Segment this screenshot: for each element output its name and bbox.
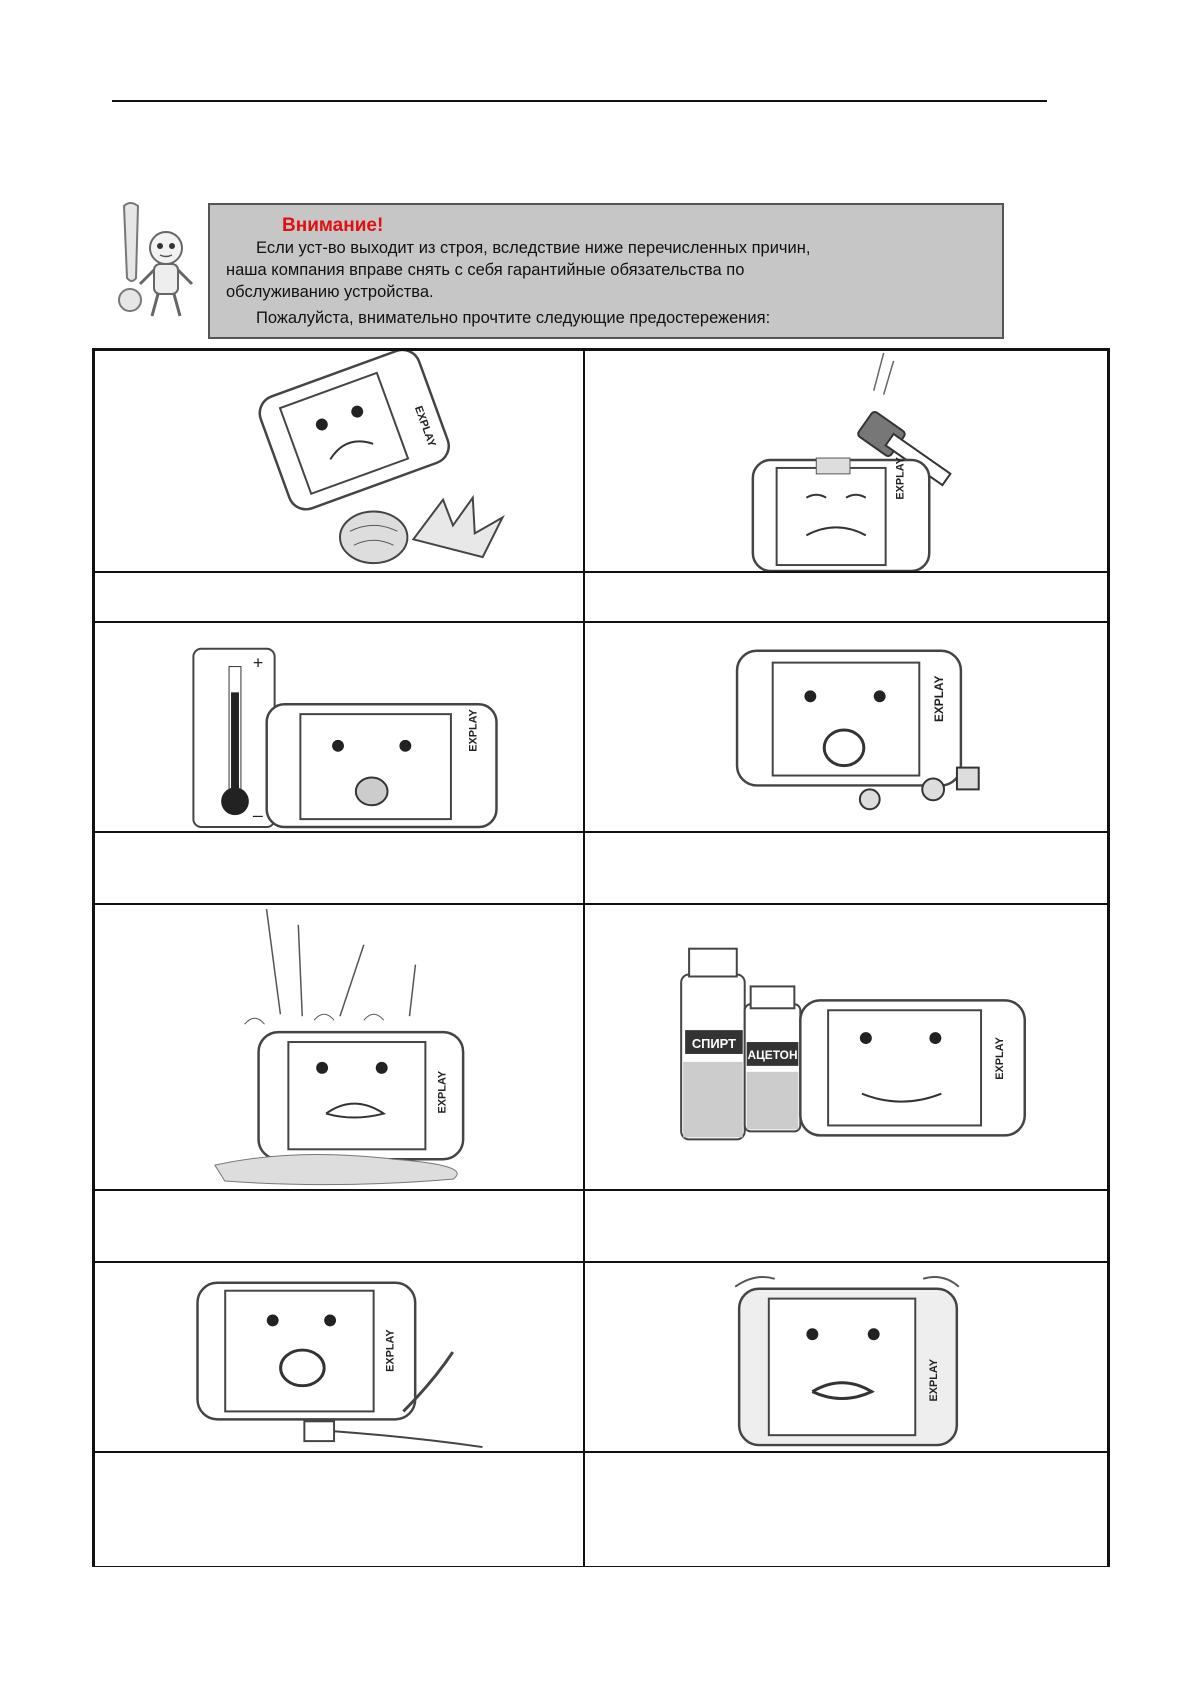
warning-line: наша компания вправе снять с себя гарантийные обязательства по: [226, 261, 745, 279]
caption-cell: [94, 1452, 584, 1567]
illustration-chemicals-device: [584, 904, 1108, 1190]
illustration-dropped-device: [94, 350, 584, 572]
caption-cell: [94, 832, 584, 904]
device-brand-label: EXPLAY: [467, 709, 480, 752]
warning-mascot-icon: [114, 200, 202, 322]
svg-text:+: +: [252, 652, 264, 673]
illustration-water-device: [94, 904, 584, 1190]
caption-cell: [584, 572, 1108, 622]
device-brand-label: EXPLAY: [384, 1329, 397, 1372]
illustration-vibrating-device: [584, 1262, 1108, 1452]
caption-cell: [94, 1190, 584, 1262]
caption-cell: [94, 572, 584, 622]
device-brand-label: EXPLAY: [894, 457, 907, 500]
illustration-power-cord-device: [94, 1262, 584, 1452]
svg-text:–: –: [252, 805, 263, 826]
bottle-label-acetone: АЦЕТОН: [747, 1047, 798, 1062]
warning-title: Внимание!: [282, 215, 384, 236]
device-brand-label: EXPLAY: [411, 404, 438, 449]
header-rule: [112, 100, 1047, 102]
precautions-table: [92, 348, 1110, 1567]
warning-line: Если уст-во выходит из строя, вследствие ниже перечисленных причин,: [256, 239, 811, 257]
bottle-label-spirit: СПИРТ: [691, 1035, 737, 1051]
warning-line: Пожалуйста, внимательно прочтите следующие предостережения:: [256, 309, 771, 327]
device-brand-label: EXPLAY: [932, 675, 947, 723]
device-brand-label: EXPLAY: [993, 1037, 1006, 1080]
caption-cell: [584, 832, 1108, 904]
device-brand-label: EXPLAY: [436, 1070, 449, 1114]
device-brand-label: EXPLAY: [928, 1359, 941, 1402]
warning-line: обслуживанию устройства.: [226, 283, 434, 301]
caption-cell: [584, 1190, 1108, 1262]
illustration-disassembly-device: [584, 622, 1108, 832]
warning-box: [208, 203, 1004, 339]
illustration-hammer-device: [584, 350, 1108, 572]
illustration-cold-device: [94, 622, 584, 832]
caption-cell: [584, 1452, 1108, 1567]
